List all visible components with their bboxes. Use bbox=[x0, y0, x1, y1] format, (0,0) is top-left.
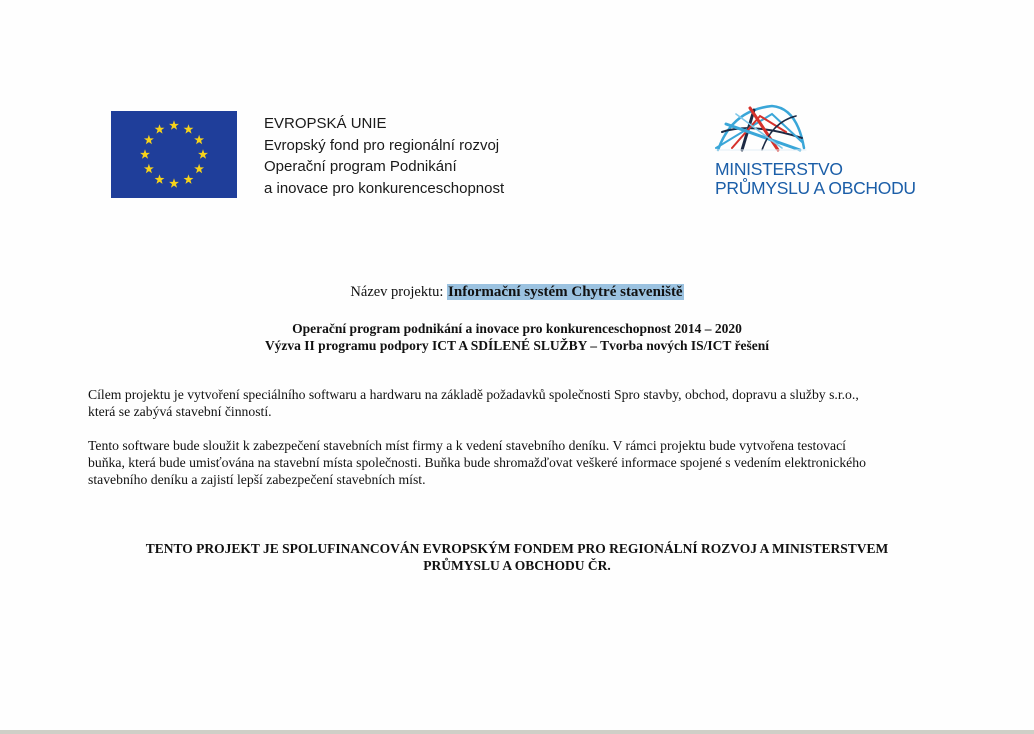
paragraph-goal bbox=[88, 386, 938, 420]
eu-star bbox=[169, 178, 179, 187]
eu-text-block bbox=[264, 113, 504, 199]
eu-star bbox=[194, 164, 204, 173]
eu-line-fund: Evropský fond pro regionální rozvoj bbox=[264, 136, 500, 154]
eu-line-title: EVROPSKÁ UNIE bbox=[264, 115, 387, 132]
paragraph-line: Cílem projektu je vytvoření speciálního softwaru a hardwaru na základě požadavků společnosti Spro stavby, obchod, dopravu a služby s.r.o., bbox=[88, 387, 859, 402]
mpo-text-block bbox=[715, 160, 916, 198]
program-heading bbox=[0, 320, 1034, 354]
project-name-value: Informační systém Chytré staveniště bbox=[448, 284, 683, 300]
cofinancing-line: PRŮMYSLU A OBCHODU ČR. bbox=[423, 558, 611, 573]
eu-star bbox=[169, 120, 179, 129]
paragraph-line: stavebního deníku a zajistí lepší zabezpečení stavebních míst. bbox=[88, 472, 426, 487]
eu-star bbox=[198, 149, 208, 158]
mpo-line-1: MINISTERSTVO bbox=[715, 159, 843, 179]
eu-star bbox=[140, 149, 150, 158]
eu-star bbox=[155, 124, 165, 133]
eu-line-program: Operační program Podnikání bbox=[264, 158, 457, 175]
cofinancing-line: TENTO PROJEKT JE SPOLUFINANCOVÁN EVROPSKÝM FONDEM PRO REGIONÁLNÍ ROZVOJ A MINISTERSTVEM bbox=[145, 541, 889, 556]
project-name-label: Název projektu: bbox=[350, 284, 448, 300]
eu-star bbox=[144, 135, 154, 144]
mpo-line-2: PRŮMYSLU A OBCHODU bbox=[715, 178, 916, 198]
paragraph-line: Tento software bude sloužit k zabezpečení stavebních míst firmy a k vedení stavebního deníku. V rámci projektu bude vytvořena testovací bbox=[88, 438, 846, 453]
eu-star bbox=[194, 135, 204, 144]
eu-star bbox=[155, 174, 165, 183]
eu-star bbox=[144, 164, 154, 173]
paragraph-line: buňka, která bude umisťována na stavební místa společnosti. Buňka bude shromažďovat veškeré informace spojené s vedením elektronického bbox=[88, 455, 866, 470]
project-name-line bbox=[0, 284, 1034, 301]
eu-line-program-2: a inovace pro konkurenceschopnost bbox=[264, 179, 505, 197]
eu-flag-logo bbox=[111, 111, 237, 198]
bottom-border bbox=[0, 730, 1034, 734]
cofinancing-note bbox=[0, 540, 1034, 574]
eu-star bbox=[184, 174, 194, 183]
eu-star bbox=[184, 124, 194, 133]
program-line: Operační program podnikání a inovace pro konkurenceschopnost 2014 – 2020 bbox=[292, 321, 742, 336]
paragraph-line: která se zabývá stavební činností. bbox=[88, 404, 272, 419]
paragraph-description bbox=[88, 437, 938, 488]
eu-stars-icon bbox=[111, 111, 237, 198]
call-line: Výzva II programu podpory ICT A SDÍLENÉ SLUŽBY – Tvorba nových IS/ICT řešení bbox=[264, 338, 770, 353]
